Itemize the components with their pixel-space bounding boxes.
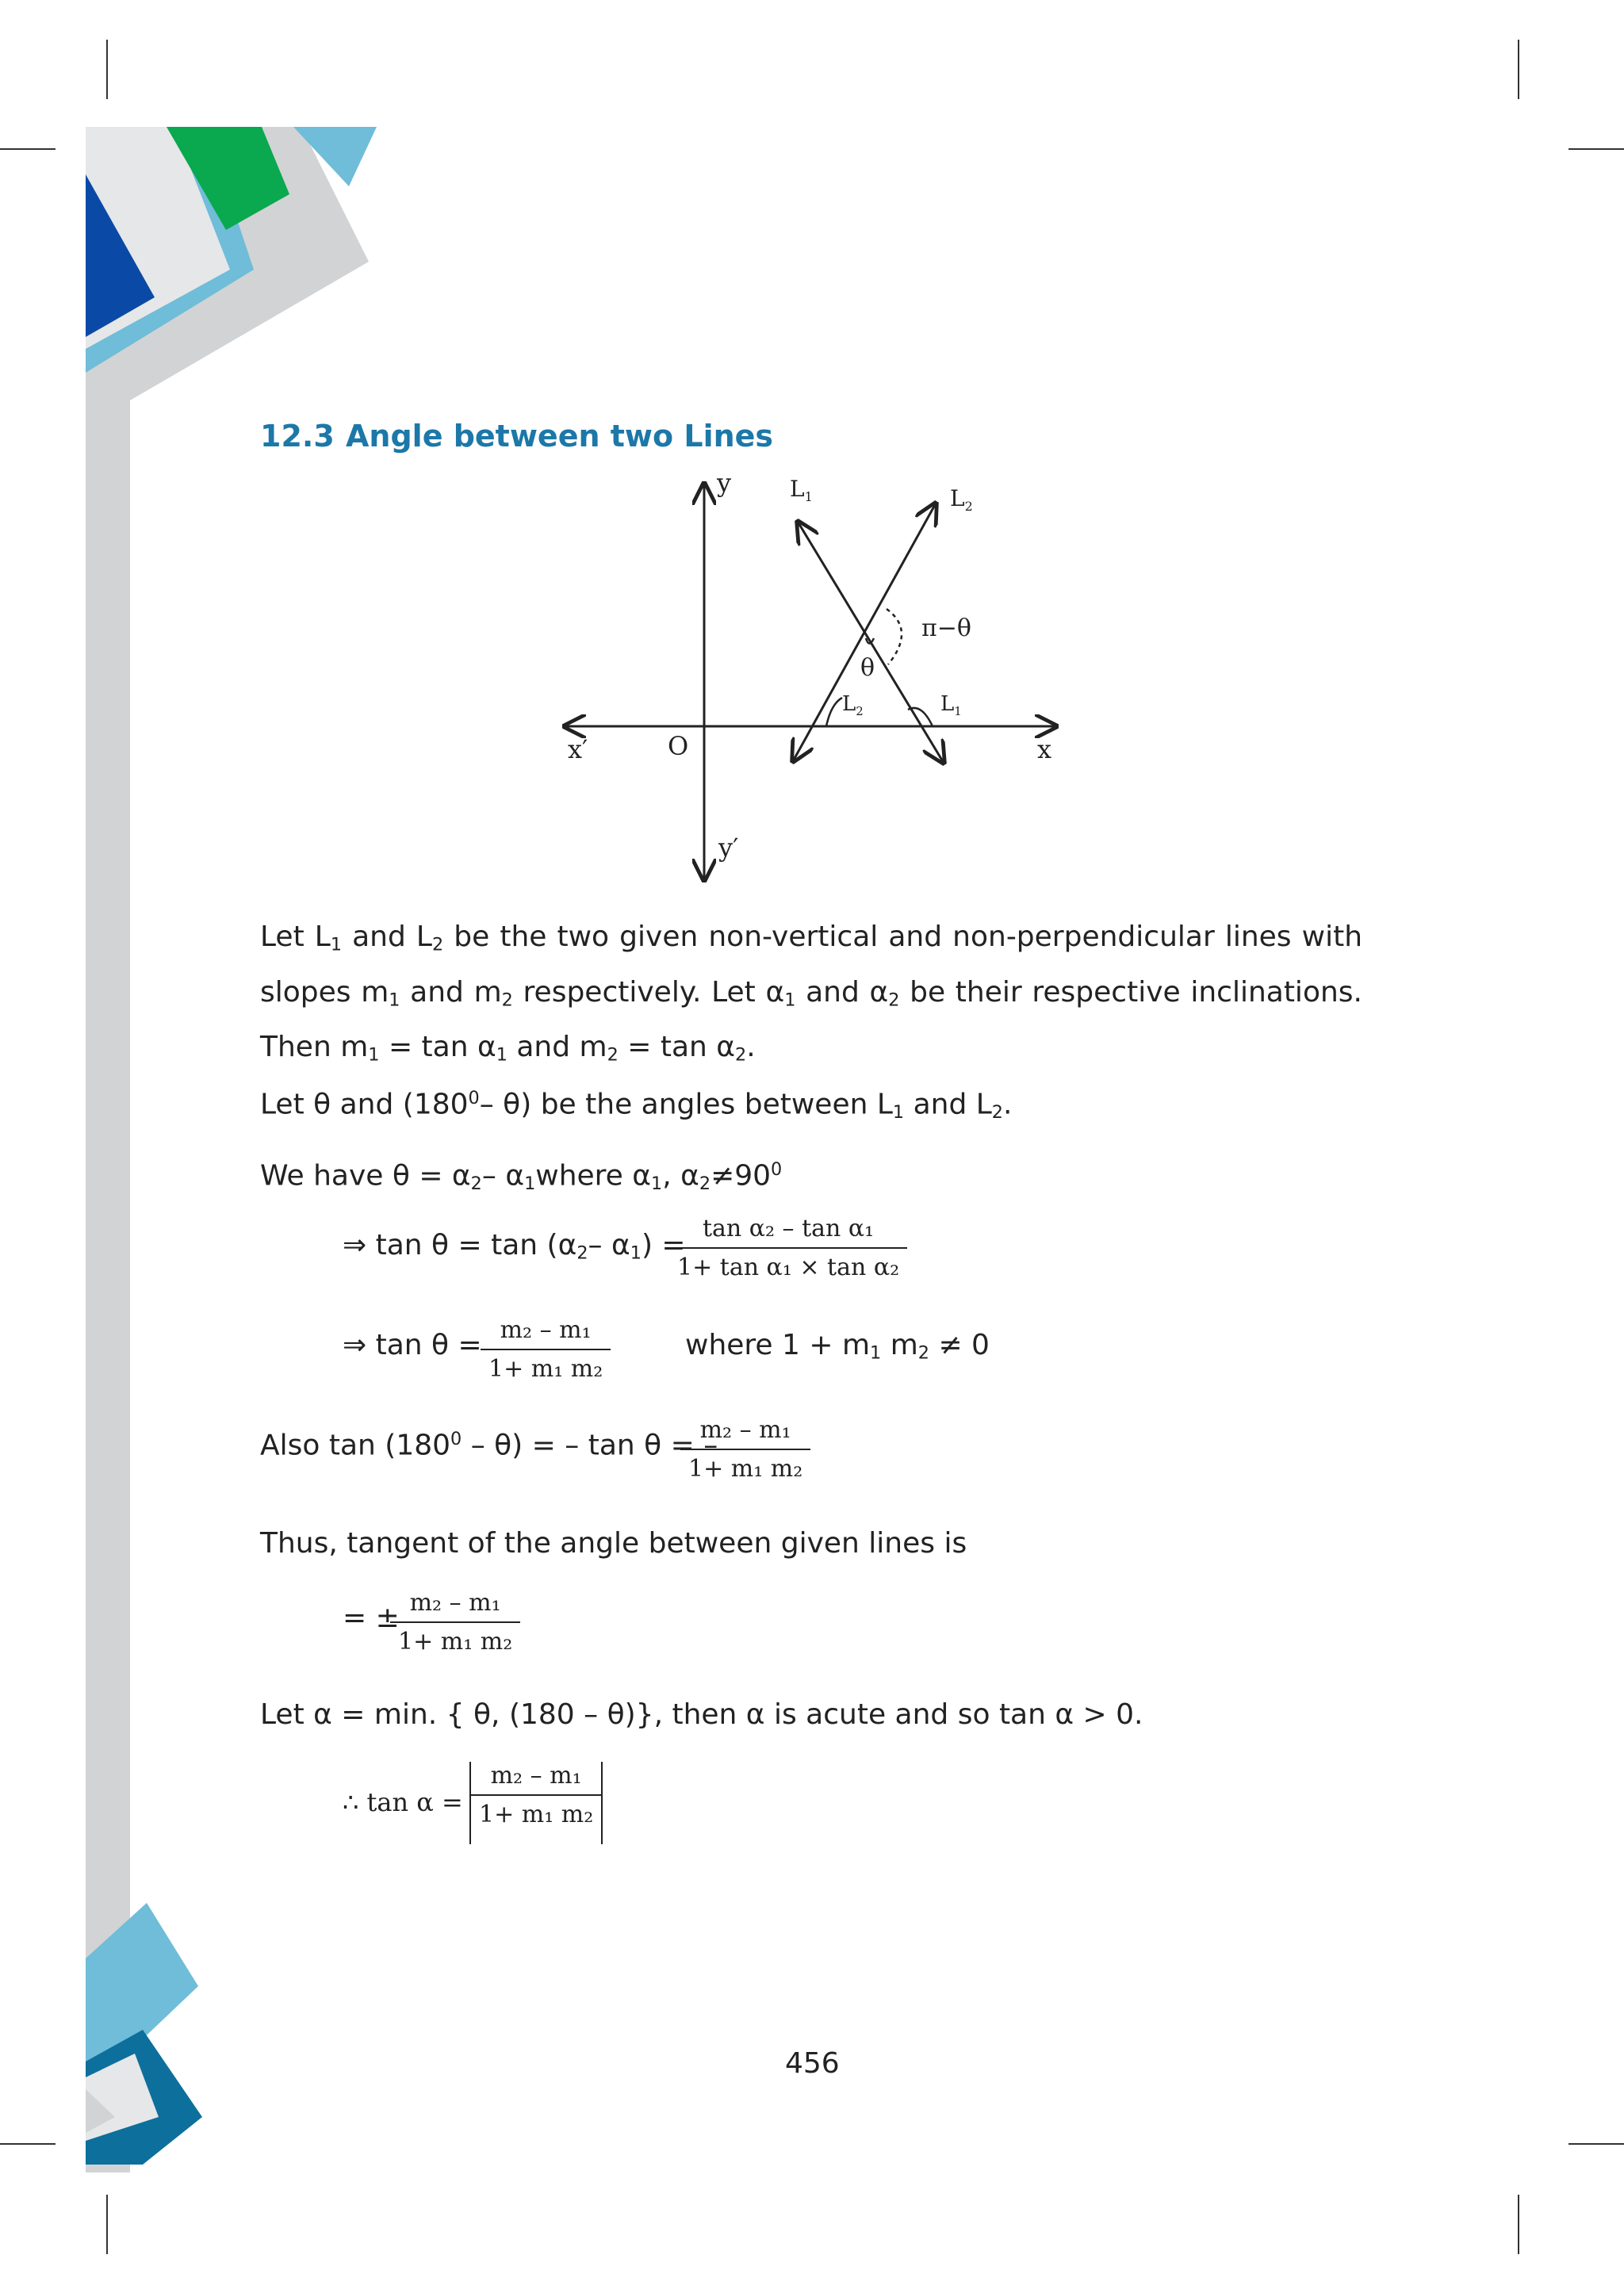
angle-l2-arc	[826, 698, 842, 726]
label-origin: O	[668, 731, 689, 761]
angles-statement: Let θ and ($180^0-$ θ) be the angles between $L_1$ and $L_2$.	[260, 1088, 1013, 1123]
label-theta: θ	[860, 654, 875, 682]
condition-statement: where $1 + m_1$ $m_2 \ne 0$	[685, 1329, 990, 1364]
page-number: 456	[785, 2047, 840, 2080]
label-y: y	[717, 468, 732, 498]
label-l2-angle: $L_2$	[842, 692, 864, 718]
fraction-slopes: $\frac{\text{m₂ – m₁}}{\text{1+ m₁ m₂}}$	[481, 1316, 611, 1383]
equation-plus-minus: = ±	[343, 1602, 400, 1634]
equation-supplementary: Also $\tan (180^0 - \theta)$ = – tan θ = –	[260, 1429, 718, 1462]
thus-statement: Thus, tangent of the angle between given lines is	[260, 1527, 967, 1560]
line-l2	[793, 503, 936, 761]
fraction-tan-alpha: $\frac{\text{tan α₂ – tan α₁}}{\text{1+ tan α₁ × tan α₂}}$	[669, 1215, 907, 1281]
crop-mark	[1518, 40, 1519, 99]
label-l1-top: $L_1$	[790, 476, 813, 504]
fraction-supplementary: $\frac{\text{m₂ – m₁}}{\text{1+ m₁ m₂}}$	[680, 1416, 810, 1483]
section-title: Angle between two Lines	[346, 419, 774, 454]
theta-definition: We have $\theta = \alpha_2-$ $\alpha_1where$ $\alpha_1$, $\alpha_2\ne 90^0$	[260, 1159, 783, 1194]
label-l2-top: $L_2$	[950, 485, 973, 514]
fraction-plus-minus: $\frac{\text{m₂ – m₁}}{\text{1+ m₁ m₂}}$	[390, 1589, 520, 1656]
section-heading	[260, 419, 773, 454]
fraction-absolute: m₂ – m₁ 1+ m₁ m₂	[471, 1762, 601, 1828]
section-number: 12.3	[260, 419, 335, 454]
page-decoration	[0, 0, 381, 2293]
crop-mark	[1568, 148, 1624, 150]
equation-tan-theta-slopes: ⇒ tan θ =	[343, 1329, 482, 1361]
crop-mark	[1568, 2143, 1624, 2145]
intro-paragraph: Let $L_1$ and $L_2$ be the two given non-vertical and non-perpendicular lines with slopes $m_1$ and $m_2$ respectively. Let $\alpha_1$ and $\alpha_2$ be their respective inclinations. Then $m_1 = \tan \alpha_1$ and $m_2 = \tan \alpha_2$.	[260, 921, 1363, 1066]
label-x: x	[1037, 734, 1052, 764]
crop-mark	[1518, 2195, 1519, 2254]
angle-pi-minus-theta-arc	[887, 609, 902, 664]
label-l1-angle: $L_1$	[940, 692, 962, 718]
label-pi-minus-theta: π−θ	[921, 614, 971, 642]
label-x-prime: x′	[568, 734, 588, 764]
absolute-value-bars	[469, 1762, 603, 1844]
equation-tan-theta-alpha: ⇒ $\tan \theta = \tan (\alpha_2-$ $\alpha_1$) =	[343, 1229, 686, 1264]
equation-therefore: ∴ tan α =	[343, 1787, 463, 1817]
alpha-definition: Let α = min. { θ, (180 – θ)}, then α is acute and so tan α > 0.	[260, 1698, 1143, 1731]
label-y-prime: y′	[718, 833, 739, 863]
angle-diagram	[555, 468, 1078, 896]
